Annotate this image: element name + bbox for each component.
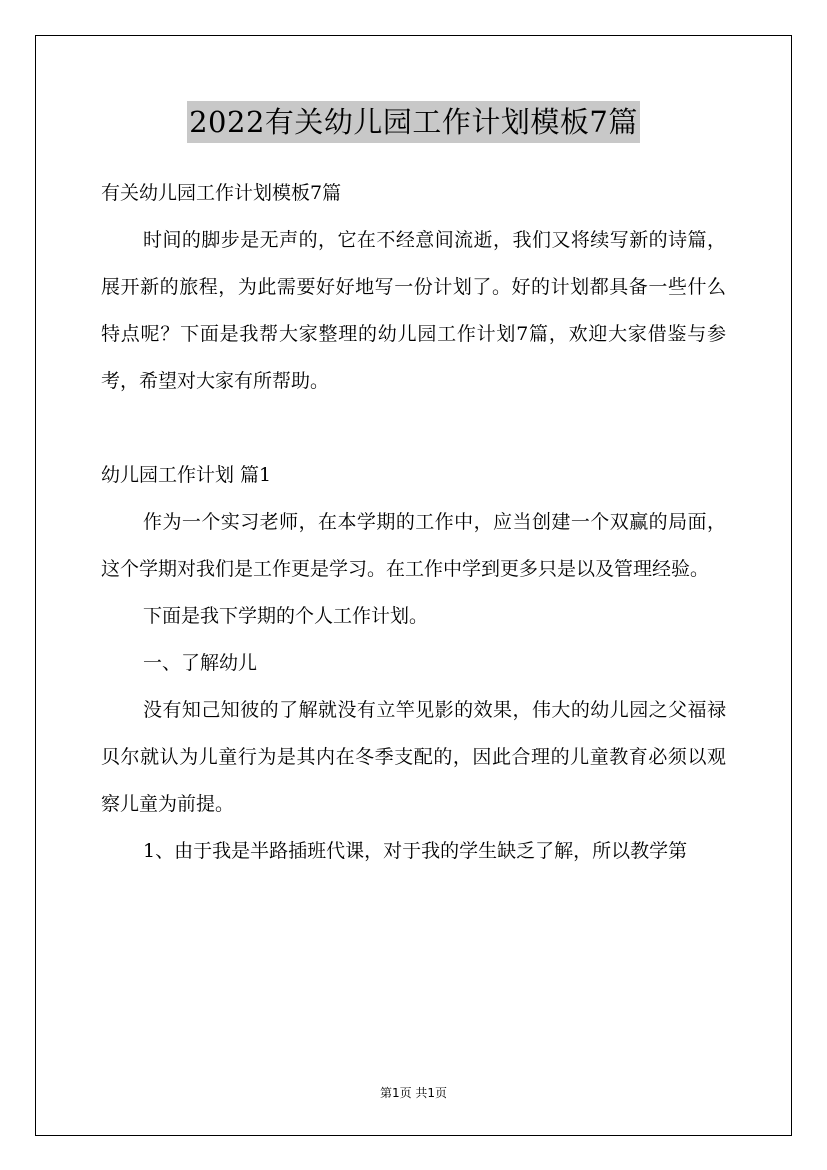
body-paragraph: 没有知己知彼的了解就没有立竿见影的效果，伟大的幼儿园之父福禄贝尔就认为儿童行为是其内在冬季支配的，因此合理的儿童教育必须以观察儿童为前提。: [101, 699, 726, 815]
list-heading: 一、了解幼儿: [143, 652, 258, 674]
document-subtitle: 有关幼儿园工作计划模板7篇: [101, 182, 342, 204]
document-body: [101, 170, 726, 875]
body-paragraph: 1、由于我是半路插班代课，对于我的学生缺乏了解，所以教学第: [143, 840, 688, 862]
paragraph-spacer: [101, 405, 726, 452]
body-paragraph: 下面是我下学期的个人工作计划。: [143, 605, 429, 627]
page-number: 第1页 共1页: [379, 1086, 448, 1100]
document-title: [0, 101, 827, 143]
intro-paragraph: 时间的脚步是无声的，它在不经意间流逝，我们又将续写新的诗篇，展开新的旅程，为此需要好好地写一份计划了。好的计划都具备一些什么特点呢？下面是我帮大家整理的幼儿园工作计划7篇，欢迎大家借鉴与参考，希望对大家有所帮助。: [101, 229, 726, 392]
section-heading: 幼儿园工作计划 篇1: [101, 464, 272, 486]
page-footer: [0, 1084, 827, 1101]
body-paragraph: 作为一个实习老师，在本学期的工作中，应当创建一个双赢的局面，这个学期对我们是工作更是学习。在工作中学到更多只是以及管理经验。: [101, 511, 726, 580]
document-title-text: 2022有关幼儿园工作计划模板7篇: [187, 101, 640, 143]
